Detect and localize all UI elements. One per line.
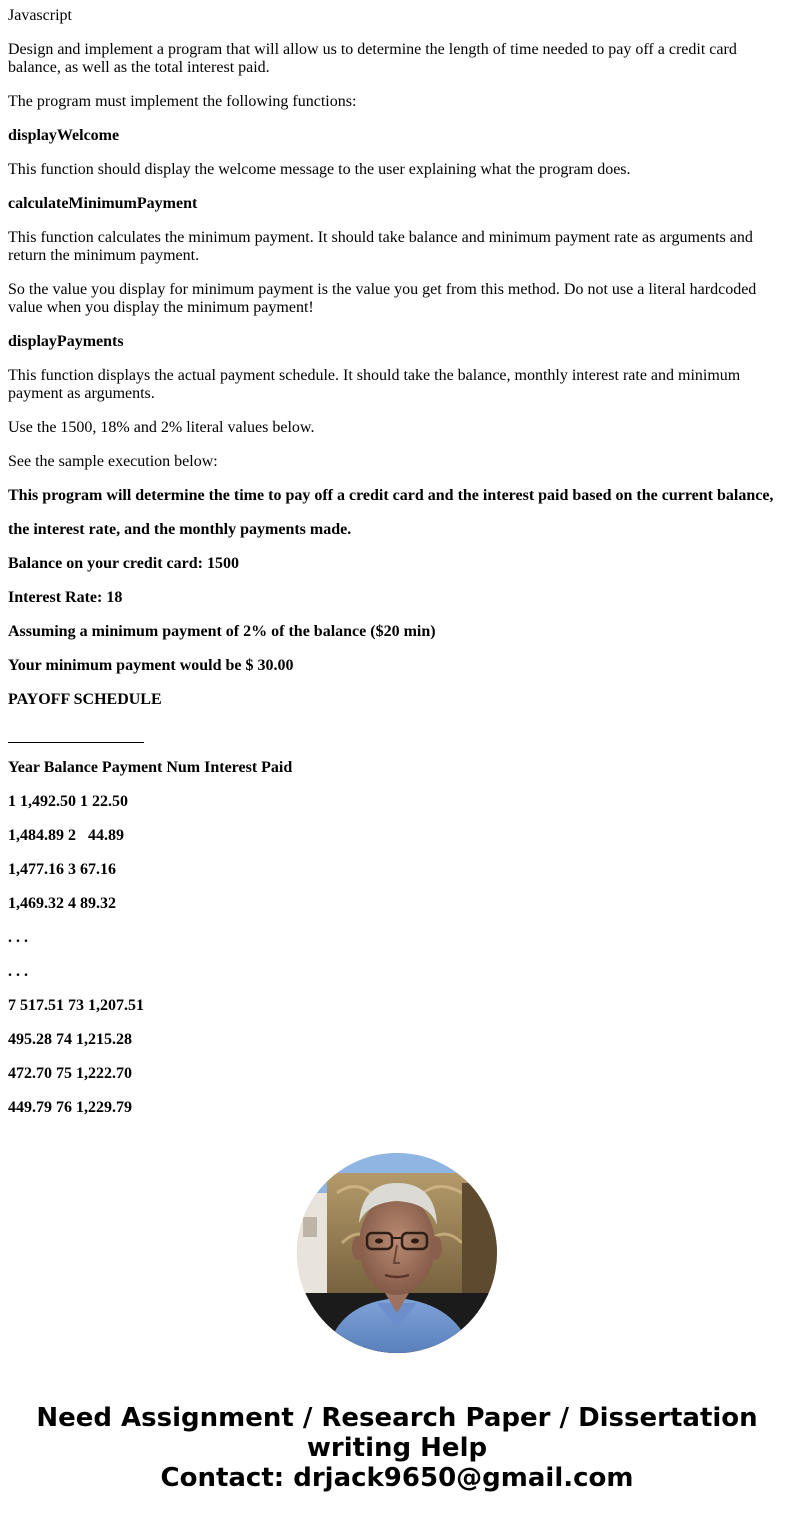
sample-rate: Interest Rate: 18 — [8, 589, 123, 606]
schedule-row: 1,469.32 4 89.32 — [8, 895, 116, 912]
avatar-portrait — [297, 1153, 497, 1353]
function-desc: This function should display the welcome message to the user explaining what the program does. — [8, 161, 631, 178]
horizontal-rule — [8, 730, 144, 743]
function-name-calculateminimumpayment: calculateMinimumPayment — [8, 195, 198, 212]
intro-paragraph: Design and implement a program that will allow us to determine the length of time needed to pay off a credit card balance, as well as the total interest paid. — [8, 41, 737, 76]
function-desc: So the value you display for minimum payment is the value you get from this method. Do not use a literal hardcoded value when you display the minimum payment! — [8, 281, 757, 316]
footer-contact — [0, 1403, 794, 1493]
sample-note: See the sample execution below: — [8, 453, 218, 470]
function-name-displaypayments: displayPayments — [8, 333, 124, 350]
sample-line-2: the interest rate, and the monthly payments made. — [8, 521, 352, 538]
sample-balance: Balance on your credit card: 1500 — [8, 555, 239, 572]
sample-line-1: This program will determine the time to pay off a credit card and the interest paid based on the current balance, — [8, 487, 774, 504]
footer-line-2: writing Help — [306, 1433, 488, 1463]
schedule-row: 7 517.51 73 1,207.51 — [8, 997, 144, 1014]
sample-minpay: Your minimum payment would be $ 30.00 — [8, 657, 294, 674]
schedule-header: Year Balance Payment Num Interest Paid — [8, 759, 293, 776]
schedule-ellipsis: . . . — [8, 929, 28, 946]
schedule-row: 1 1,492.50 1 22.50 — [8, 793, 128, 810]
function-desc: This function displays the actual payment schedule. It should take the balance, monthly interest rate and minimum payment as arguments. — [8, 367, 741, 402]
footer-line-3: Contact: drjack9650@gmail.com — [160, 1463, 634, 1493]
schedule-row: 495.28 74 1,215.28 — [8, 1031, 132, 1048]
schedule-row: 449.79 76 1,229.79 — [8, 1099, 132, 1116]
document-title: Javascript — [8, 7, 72, 24]
schedule-ellipsis: . . . — [8, 963, 28, 980]
author-avatar — [297, 1153, 497, 1353]
functions-intro: The program must implement the following functions: — [8, 93, 357, 110]
footer-line-1: Need Assignment / Research Paper / Dissertation — [36, 1403, 758, 1433]
function-name-displaywelcome: displayWelcome — [8, 127, 120, 144]
literal-note: Use the 1500, 18% and 2% literal values below. — [8, 419, 315, 436]
schedule-row: 472.70 75 1,222.70 — [8, 1065, 132, 1082]
schedule-row: 1,477.16 3 67.16 — [8, 861, 116, 878]
schedule-row: 1,484.89 2 44.89 — [8, 827, 124, 844]
schedule-rule — [8, 725, 786, 743]
function-desc: This function calculates the minimum payment. It should take balance and minimum payment rate as arguments and return the minimum payment. — [8, 229, 753, 264]
schedule-title: PAYOFF SCHEDULE — [8, 691, 162, 708]
sample-assume: Assuming a minimum payment of 2% of the balance ($20 min) — [8, 623, 436, 640]
